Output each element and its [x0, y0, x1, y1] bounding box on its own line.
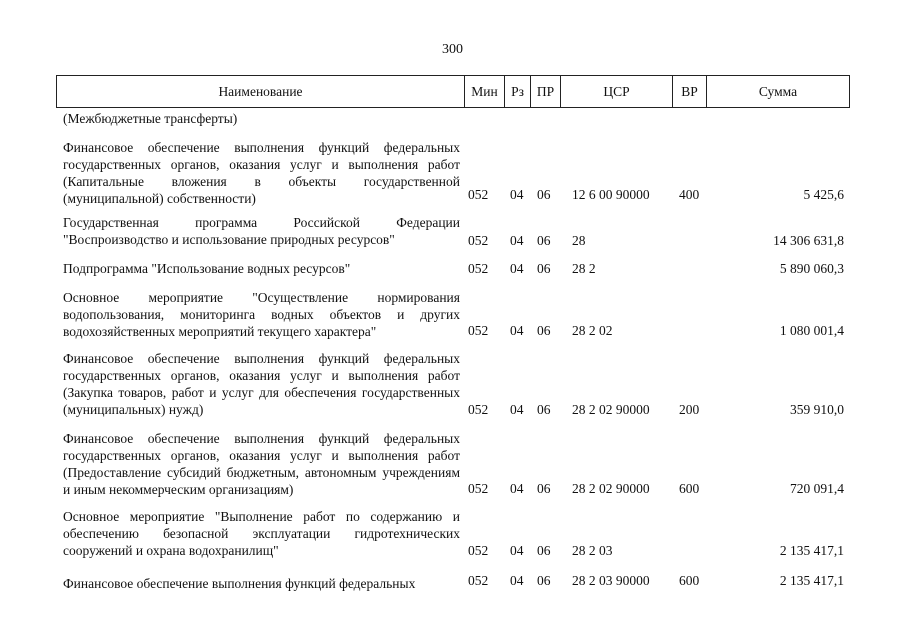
row-rz: 04 [510, 402, 524, 417]
row-min: 052 [468, 233, 489, 248]
row-rz: 04 [510, 187, 524, 202]
row-pr: 06 [537, 402, 551, 417]
row-sum: 1 080 001,4 [779, 323, 844, 338]
row-rz: 04 [510, 261, 524, 276]
row-sum: 5 890 060,3 [779, 261, 844, 276]
row-min: 052 [468, 261, 489, 276]
header-vr: ВР [673, 76, 707, 107]
row-csr: 28 2 [572, 261, 596, 276]
row-name: Государственная программа Российской Федерации "Воспроизводство и использование природных ресурсов" [63, 215, 460, 247]
row-name: Основное мероприятие "Осуществление нормирования водопользования, мониторинга водных объектов и других водохозяйственных мероприятий текущего характера" [63, 290, 460, 339]
row-csr: 28 [572, 233, 586, 248]
table-header [56, 75, 850, 108]
row-name: Финансовое обеспечение выполнения функций федеральных государственных органов, оказания услуг и выполнения работ (Капитальные вложения в объекты государственной (муниципальной) собственности) [63, 140, 460, 206]
row-sum: 2 135 417,1 [779, 543, 844, 558]
row-pr: 06 [537, 323, 551, 338]
row-vr: 600 [679, 481, 700, 496]
row-min: 052 [468, 573, 489, 588]
row-rz: 04 [510, 323, 524, 338]
row-csr: 28 2 02 [572, 323, 613, 338]
row-rz: 04 [510, 573, 524, 588]
row-csr: 12 6 00 90000 [572, 187, 650, 202]
budget-table [56, 0, 850, 640]
page-number: 300 [442, 42, 463, 57]
header-pr: ПР [531, 76, 561, 107]
row-sum: 5 425,6 [803, 187, 844, 202]
row-pr: 06 [537, 233, 551, 248]
header-csr: ЦСР [561, 76, 673, 107]
row-pr: 06 [537, 573, 551, 588]
row-sum: 2 135 417,1 [779, 573, 844, 588]
row-min: 052 [468, 402, 489, 417]
row-vr: 600 [679, 573, 700, 588]
row-name: Основное мероприятие "Выполнение работ по содержанию и обеспечению безопасной эксплуатации гидротехнических сооружений и охрана водохранилищ" [63, 509, 460, 558]
row-csr: 28 2 03 [572, 543, 613, 558]
row-min: 052 [468, 187, 489, 202]
row-name: Финансовое обеспечение выполнения функций федеральных государственных органов, оказания услуг и выполнения работ (Закупка товаров, работ и услуг для обеспечения государственных (муниципальных) нужд) [63, 351, 460, 417]
row-name: Подпрограмма "Использование водных ресурсов" [63, 261, 351, 276]
row-pr: 06 [537, 481, 551, 496]
row-vr: 400 [679, 187, 700, 202]
row-csr: 28 2 03 90000 [572, 573, 650, 588]
carryover-text: (Межбюджетные трансферты) [63, 111, 238, 126]
header-sum: Сумма [758, 84, 798, 99]
row-rz: 04 [510, 543, 524, 558]
row-sum: 14 306 631,8 [773, 233, 844, 248]
header-name: Наименование [57, 76, 465, 107]
row-pr: 06 [537, 187, 551, 202]
row-pr: 06 [537, 261, 551, 276]
row-name: Финансовое обеспечение выполнения функций федеральных государственных органов, оказания услуг и выполнения работ (Предоставление субсидий бюджетным, автономным учреждениям и иным некоммерческим организациям) [63, 431, 460, 497]
row-rz: 04 [510, 481, 524, 496]
row-rz: 04 [510, 233, 524, 248]
row-min: 052 [468, 481, 489, 496]
row-min: 052 [468, 323, 489, 338]
row-vr: 200 [679, 402, 700, 417]
row-sum: 359 910,0 [790, 402, 844, 417]
row-pr: 06 [537, 543, 551, 558]
row-csr: 28 2 02 90000 [572, 402, 650, 417]
header-min: Мин [465, 76, 505, 107]
row-min: 052 [468, 543, 489, 558]
header-rz: Рз [505, 76, 531, 107]
row-csr: 28 2 02 90000 [572, 481, 650, 496]
row-name: Финансовое обеспечение выполнения функций федеральных [63, 576, 416, 591]
row-sum: 720 091,4 [790, 481, 844, 496]
